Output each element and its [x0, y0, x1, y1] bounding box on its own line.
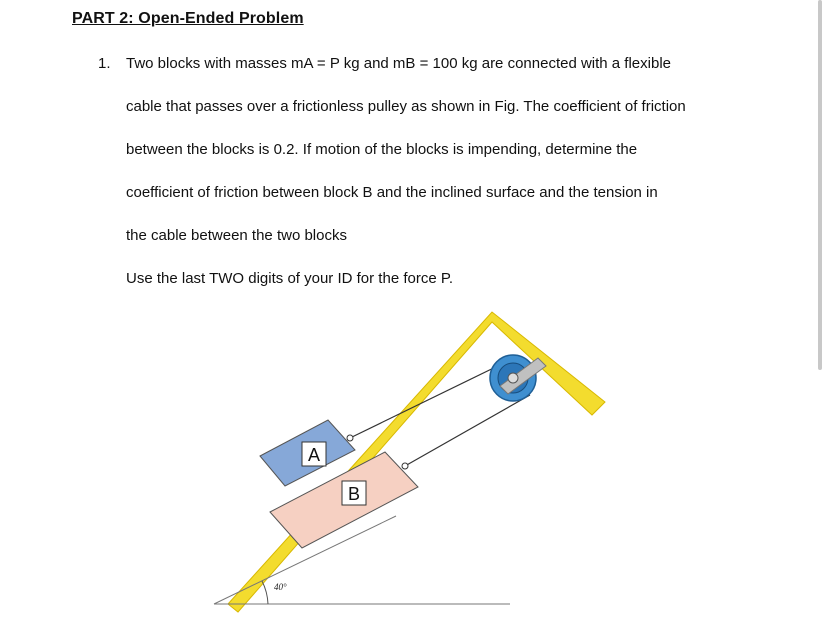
problem-number: 1.: [98, 55, 111, 72]
section-heading: PART 2: Open-Ended Problem: [72, 10, 304, 27]
block-a-label: A: [307, 445, 321, 465]
incline-pulley-figure: [200, 300, 620, 620]
block-b-label: B: [347, 484, 361, 504]
hook-b: [402, 463, 408, 469]
cable-a: [350, 360, 510, 438]
pulley: [490, 355, 546, 401]
angle-label: 40°: [274, 582, 287, 592]
cable-b: [405, 395, 530, 466]
problem-text-line-2: cable that passes over a frictionless pulley as shown in Fig. The coefficient of friction: [126, 98, 686, 115]
hook-a: [347, 435, 353, 441]
scrollbar[interactable]: [818, 0, 822, 370]
angle-arc: [262, 581, 268, 604]
problem-text-line-1: Two blocks with masses mA = P kg and mB = 100 kg are connected with a flexible: [126, 55, 672, 72]
problem-text-line-4: coefficient of friction between block B and the inclined surface and the tension in: [126, 184, 658, 201]
problem-text-line-6: Use the last TWO digits of your ID for the force P.: [126, 270, 454, 287]
problem-text-line-3: between the blocks is 0.2. If motion of the blocks is impending, determine the: [126, 141, 638, 158]
problem-text-line-5: the cable between the two blocks: [126, 227, 347, 244]
